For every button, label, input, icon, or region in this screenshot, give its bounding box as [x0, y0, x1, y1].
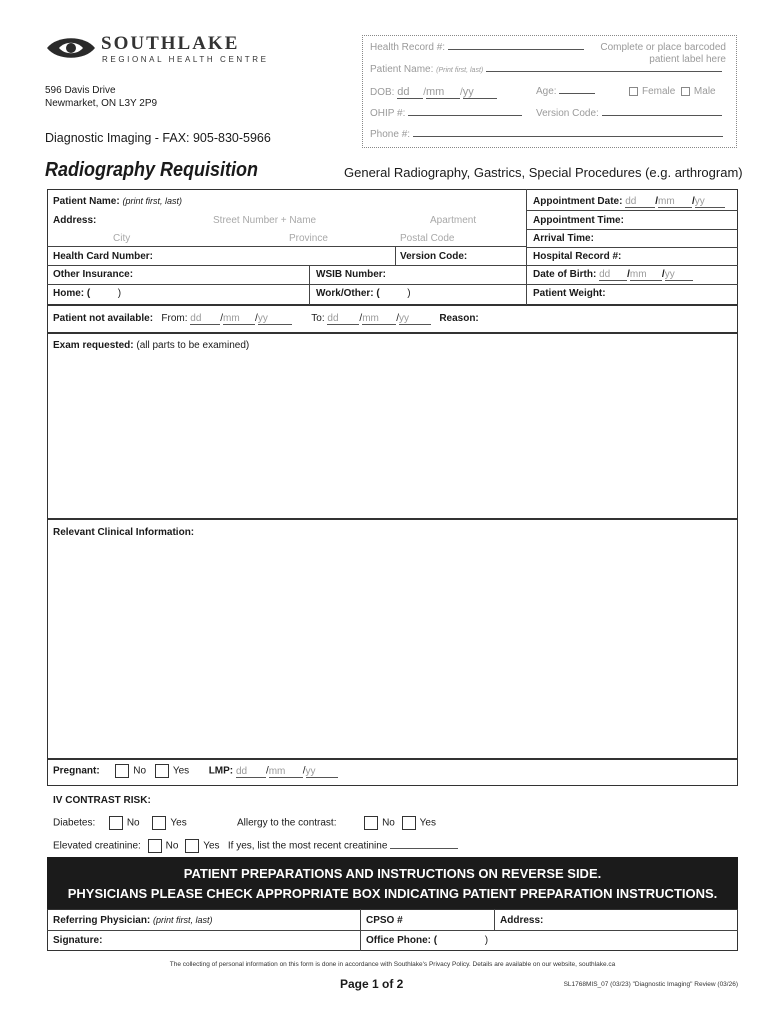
yy-hint: yy — [462, 86, 474, 98]
from-month[interactable] — [223, 313, 255, 325]
clinical-info-label: Relevant Clinical Information: — [53, 527, 195, 538]
birth-date-label: Date of Birth: — [533, 269, 597, 280]
not-available-label: Patient not available: — [53, 313, 154, 324]
label-version-field[interactable] — [602, 115, 722, 116]
mm-hint: mm — [658, 196, 675, 207]
to-label: To: — [311, 313, 325, 324]
birth-day[interactable] — [599, 269, 627, 281]
lmp-label: LMP: — [208, 765, 234, 777]
label-patient-name-text: Patient Name: — [370, 64, 434, 75]
pregnant-label: Pregnant: — [53, 765, 100, 777]
label-dob-year[interactable] — [463, 86, 497, 99]
allergy-yes-label: Yes — [419, 817, 436, 829]
clinical-info-box[interactable] — [47, 519, 738, 759]
appointment-date-label: Appointment Date: — [533, 196, 623, 207]
to-year[interactable] — [399, 313, 431, 325]
form-title: Radiography Requisition — [45, 159, 259, 181]
province-field[interactable]: Province — [289, 233, 328, 244]
cpso-field[interactable]: CPSO # — [366, 915, 403, 926]
birth-month[interactable] — [630, 269, 662, 281]
yy-hint: yy — [664, 269, 675, 280]
patient-name-field[interactable] — [53, 196, 182, 207]
appt-month[interactable] — [658, 196, 692, 208]
diabetes-yes-label: Yes — [170, 817, 187, 829]
city-field[interactable]: City — [113, 233, 131, 244]
hospital-record-field[interactable]: Hospital Record #: — [533, 251, 622, 262]
lmp-year[interactable] — [306, 766, 338, 778]
yy-hint: yy — [305, 765, 316, 777]
banner-line-1: PATIENT PREPARATIONS AND INSTRUCTIONS ON REVERSE SIDE. — [183, 866, 602, 881]
form-code: SL1768MIS_07 (03/23) "Diagnostic Imaging" Review (03/26) — [563, 981, 738, 988]
label-age — [536, 86, 595, 97]
to-day[interactable] — [327, 313, 359, 325]
mm-hint: mm — [426, 86, 445, 98]
label-patient-name — [370, 64, 722, 75]
dd-hint: dd — [397, 86, 410, 98]
mm-hint: mm — [362, 313, 379, 324]
exam-requested-box[interactable] — [47, 333, 738, 519]
creatinine-no-checkbox[interactable] — [148, 839, 162, 853]
work-phone-close: ) — [407, 288, 411, 299]
address-line-2: Newmarket, ON L3Y 2P9 — [45, 98, 158, 109]
exam-requested-label — [53, 340, 249, 351]
work-phone-label: Work/Other: ( — [316, 288, 380, 299]
not-available-row: Patient not available: From: dd /mm /yy To: dd /mm /yy Reason: — [53, 313, 479, 324]
label-ohip — [370, 108, 522, 119]
label-version — [536, 108, 722, 119]
other-insurance-field[interactable]: Other Insurance: — [53, 269, 134, 280]
female-label: Female — [642, 86, 676, 97]
appointment-date-field[interactable]: Appointment Date: dd /mm /yy — [533, 196, 725, 208]
allergy-row — [237, 816, 436, 830]
logo-subtitle: REGIONAL HEALTH CENTRE — [102, 55, 269, 64]
home-phone-field[interactable] — [53, 288, 121, 299]
office-phone-field[interactable] — [366, 935, 488, 946]
version-code-field[interactable]: Version Code: — [400, 251, 468, 262]
office-phone-label: Office Phone: ( — [366, 935, 438, 946]
diabetes-label: Diabetes: — [53, 817, 96, 829]
postal-code-field[interactable]: Postal Code — [400, 233, 455, 244]
mm-hint: mm — [629, 269, 647, 280]
home-phone-close: ) — [117, 288, 122, 299]
label-ohip-text: OHIP #: — [370, 108, 406, 119]
yy-hint: yy — [694, 196, 705, 207]
label-health-record-field[interactable] — [448, 49, 584, 50]
address-line-1: 596 Davis Drive — [45, 85, 116, 96]
dd-hint: dd — [235, 765, 248, 777]
wsib-field[interactable]: WSIB Number: — [316, 269, 386, 280]
label-ohip-field[interactable] — [408, 115, 522, 116]
form-subtitle: General Radiography, Gastrics, Special Procedures (e.g. arthrogram) — [344, 165, 743, 180]
label-patient-name-hint: (Print first, last) — [436, 67, 484, 74]
diabetes-no-checkbox[interactable] — [109, 816, 123, 830]
label-phone — [370, 129, 723, 140]
southlake-logo-icon — [45, 33, 97, 63]
address-label: Address: — [53, 215, 97, 226]
label-patient-name-field[interactable] — [486, 71, 722, 72]
from-year[interactable] — [258, 313, 292, 325]
diabetes-yes-checkbox[interactable] — [152, 816, 166, 830]
creatinine-value-field[interactable] — [390, 848, 458, 849]
banner-line-2: PHYSICIANS PLEASE CHECK APPROPRIATE BOX INDICATING PATIENT PREPARATION INSTRUCTIONS. — [67, 886, 718, 901]
creatinine-no-label: No — [165, 840, 179, 852]
physician-address-field[interactable]: Address: — [500, 915, 544, 926]
lmp-day[interactable] — [236, 766, 266, 778]
label-version-text: Version Code: — [536, 108, 599, 119]
referring-physician-field[interactable] — [53, 915, 213, 926]
appt-year[interactable] — [695, 196, 725, 208]
home-phone-label: Home: ( — [53, 288, 91, 299]
dd-hint: dd — [625, 196, 637, 207]
dd-hint: dd — [599, 269, 611, 280]
instructions-banner — [47, 857, 738, 909]
pregnant-yes-label: Yes — [172, 765, 190, 777]
fax-line: Diagnostic Imaging - FAX: 905-830-5966 — [45, 131, 271, 145]
yy-hint: yy — [398, 313, 409, 324]
label-dob-text: DOB: — [370, 87, 395, 98]
allergy-label: Allergy to the contrast: — [237, 817, 337, 829]
dd-hint: dd — [327, 313, 339, 324]
creatinine-row — [53, 839, 458, 853]
allergy-no-checkbox[interactable] — [364, 816, 378, 830]
label-dob-day[interactable] — [397, 86, 423, 99]
patient-name-hint: (print first, last) — [122, 196, 182, 206]
male-label: Male — [693, 86, 716, 97]
creatinine-yes-label: Yes — [203, 840, 220, 852]
pregnant-yes-checkbox[interactable] — [155, 764, 169, 778]
lmp-month[interactable] — [269, 766, 303, 778]
to-month[interactable] — [362, 313, 396, 325]
logo-name: SOUTHLAKE — [101, 33, 240, 54]
appt-day[interactable] — [625, 196, 655, 208]
office-phone-close: ) — [484, 935, 489, 946]
label-age-text: Age: — [536, 86, 557, 97]
patient-weight-field[interactable]: Patient Weight: — [533, 288, 606, 299]
pregnant-no-checkbox[interactable] — [115, 764, 129, 778]
label-sex — [629, 86, 716, 97]
mm-hint: mm — [223, 313, 240, 324]
signature-field[interactable]: Signature: — [53, 935, 103, 946]
birth-date-field[interactable]: Date of Birth: dd /mm /yy — [533, 269, 693, 281]
barcode-note-1: Complete or place barcoded — [600, 42, 726, 53]
allergy-no-label: No — [382, 817, 395, 829]
referring-label: Referring Physician: — [53, 915, 151, 926]
creatinine-label: Elevated creatinine: — [53, 840, 141, 852]
from-day[interactable] — [190, 313, 220, 325]
label-dob: DOB: dd /mm /yy — [370, 86, 497, 99]
mm-hint: mm — [268, 765, 286, 777]
privacy-note: The collecting of personal information on this form is done in accordance with Southlake's Privacy Policy. Details are available on our website, southlake.ca — [169, 961, 616, 968]
label-phone-text: Phone #: — [370, 129, 411, 140]
reason-label: Reason: — [439, 313, 479, 324]
dd-hint: dd — [190, 313, 202, 324]
creatinine-if-yes: If yes, list the most recent creatinine — [227, 840, 388, 852]
diabetes-row — [53, 816, 187, 830]
contrast-title: IV CONTRAST RISK: — [53, 795, 151, 806]
work-phone-field[interactable] — [316, 288, 411, 299]
birth-year[interactable] — [665, 269, 693, 281]
pregnant-no-label: No — [133, 765, 147, 777]
diabetes-no-label: No — [126, 817, 140, 829]
label-dob-month[interactable] — [426, 86, 460, 99]
allergy-yes-checkbox[interactable] — [402, 816, 416, 830]
street-field[interactable]: Street Number + Name — [213, 215, 317, 226]
appointment-time-field[interactable]: Appointment Time: — [533, 215, 624, 226]
patient-name-label: Patient Name: — [53, 196, 120, 207]
page-number: Page 1 of 2 — [340, 977, 404, 991]
label-age-field[interactable] — [559, 93, 595, 94]
male-checkbox[interactable] — [681, 87, 690, 96]
arrival-time-field[interactable]: Arrival Time: — [533, 233, 594, 244]
female-checkbox[interactable] — [629, 87, 638, 96]
health-card-field[interactable]: Health Card Number: — [53, 251, 154, 262]
label-health-record — [370, 42, 584, 53]
yy-hint: yy — [257, 313, 268, 324]
apartment-field[interactable]: Apartment — [430, 215, 477, 226]
label-phone-field[interactable] — [413, 136, 723, 137]
referring-hint: (print first, last) — [153, 915, 213, 925]
label-health-record-text: Health Record #: — [370, 42, 446, 53]
exam-label: Exam requested: — [53, 340, 134, 351]
exam-hint: (all parts to be examined) — [136, 340, 250, 351]
creatinine-yes-checkbox[interactable] — [185, 839, 199, 853]
from-label: From: — [161, 313, 188, 324]
barcode-note-2: patient label here — [649, 54, 726, 65]
pregnant-row: Pregnant: No Yes LMP: dd /mm /yy — [53, 764, 338, 778]
